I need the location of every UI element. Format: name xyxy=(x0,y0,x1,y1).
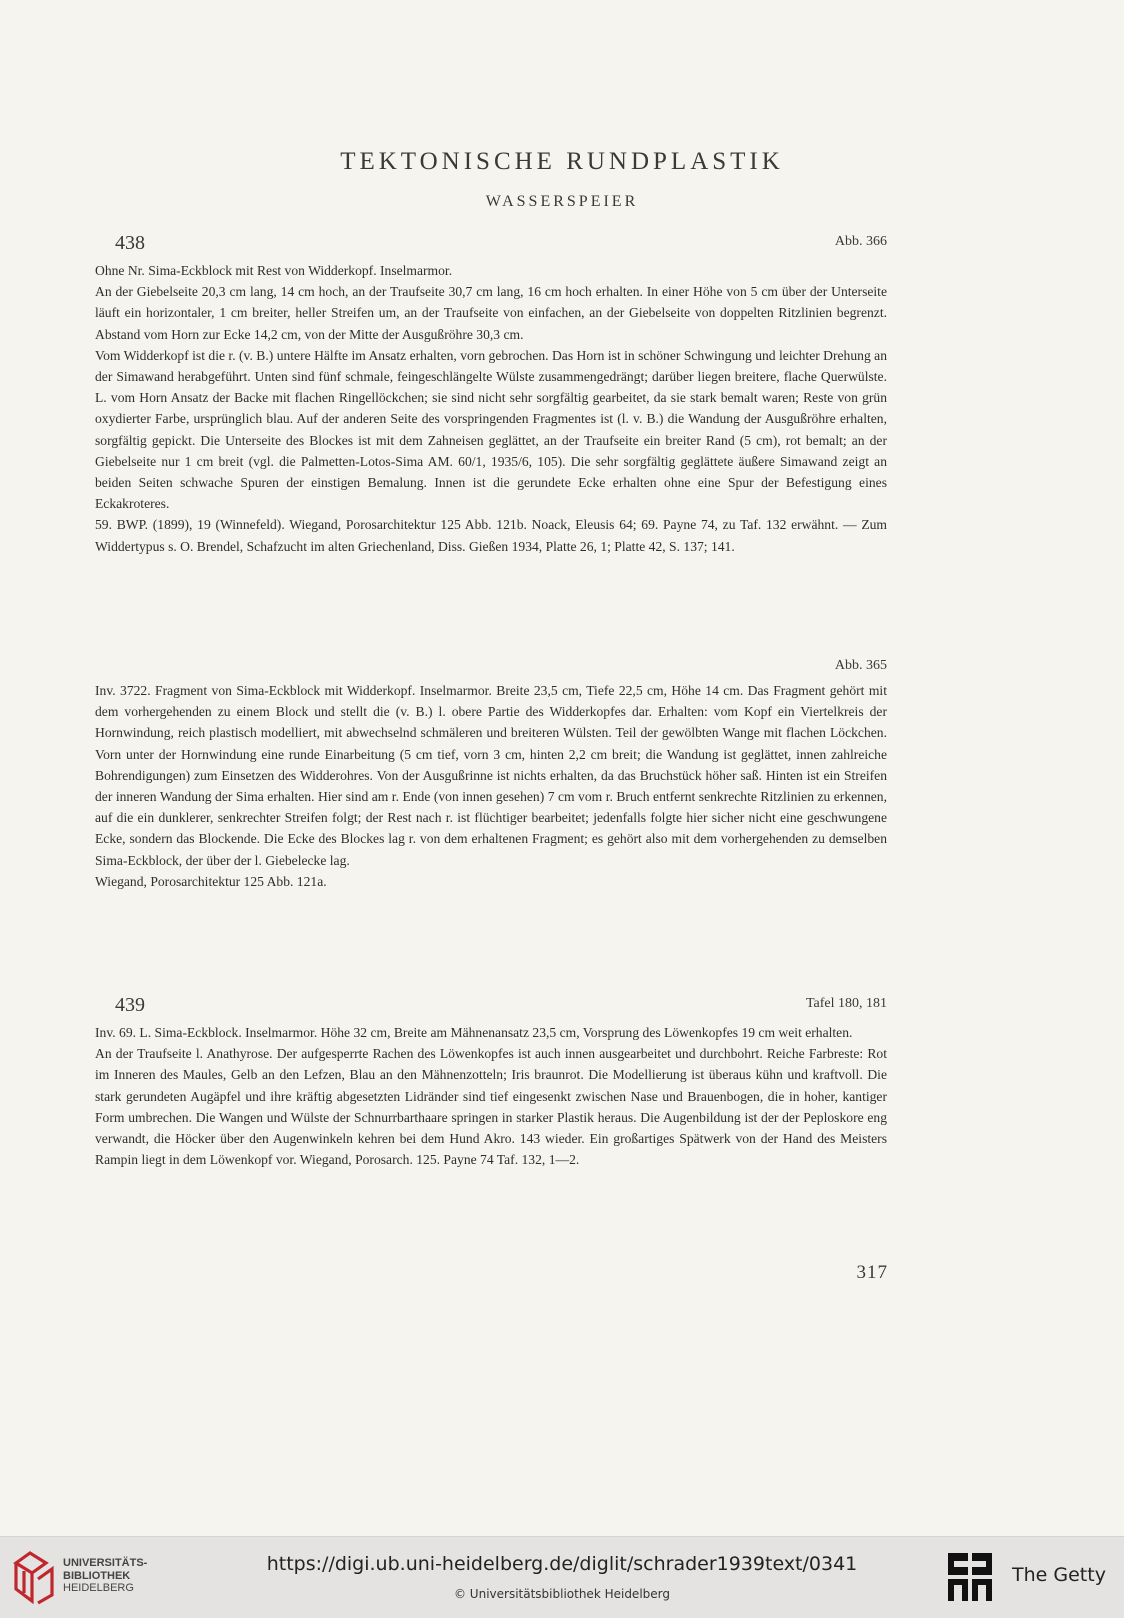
getty-label[interactable]: The Getty xyxy=(1012,1564,1106,1586)
entry-438-heading xyxy=(95,232,887,256)
page-number: 317 xyxy=(856,1262,888,1283)
entry-number: 439 xyxy=(115,994,145,1016)
paragraph: An der Giebelseite 20,3 cm lang, 14 cm hoch, an der Traufseite 30,7 cm lang, 16 cm hoch erhalten. In einer Höhe von 5 cm über der Unterseite läuft ein horizontaler, 1 cm breiter, heller Streifen um, an der Traufseite von einfachen, an der Giebelseite von doppelten Ritzlinien begrenzt. Abstand vom Horn zur Ecke 14,2 cm, von der Mitte der Ausgußröhre 30,3 cm. xyxy=(95,284,887,342)
entry-438-text xyxy=(95,260,887,557)
figure-reference: Abb. 365 xyxy=(834,658,887,673)
fragment-text xyxy=(95,680,887,892)
section-subtitle: WASSERSPEIER xyxy=(485,193,639,210)
entry-439-text xyxy=(95,1022,887,1170)
library-name-line: UNIVERSITÄTS- xyxy=(63,1557,148,1569)
paragraph: An der Traufseite l. Anathyrose. Der aufgesperrte Rachen des Löwenkopfes ist auch innen ausgearbeitet und durchbohrt. Reiche Farbreste: Rot im Inneren des Maules, Gelb an den Lefzen, Blau an den Mähnenzotteln; Iris braunrot. Die Modellierung ist überaus kühn und kraftvoll. Die stark gerundeten Augäpfel und ihre kräftig abgesetzten Lidränder sind tief eingesenkt zwischen Nase und Brauenbogen, die in hoher, kantiger Form umbrechen. Die Wangen und Wülste der Schnurrbarthaare springen in starker Plastik heraus. Die Augenbildung ist der der Peploskore eng verwandt, die Höcker über den Augenwinkeln kehren bei dem Hund Akro. 143 wieder. Ein großartiges Spätwerk von der Hand des Meisters Rampin liegt in dem Löwenkopf vor. Wiegand, Porosarch. 125. Payne 74 Taf. 132, 1—2. xyxy=(95,1046,887,1168)
figure-reference: Abb. 366 xyxy=(834,234,887,249)
fragment-heading xyxy=(95,656,887,680)
bibliography: 59. BWP. (1899), 19 (Winnefeld). Wiegand, Porosarchitektur 125 Abb. 121b. Noack, Eleusis 64; 69. Payne 74, zu Taf. 132 erwähnt. — Zum Widdertypus s. O. Brendel, Schafzucht im alten Griechenland, Diss. Gießen 1934, Platte 26, 1; Platte 42, S. 137; 141. xyxy=(95,517,887,554)
paragraph: Inv. 3722. Fragment von Sima-Eckblock mit Widderkopf. Inselmarmor. Breite 23,5 cm, Tiefe 22,5 cm, Höhe 14 cm. Das Fragment gehört mit dem vorhergehenden zu einem Block und stellt die (v. B.) l. obere Partie des Widderkopfes dar. Erhalten: vom Kopf ein Viertelkreis der Hornwindung, reich plastisch modelliert, mit abwechselnd schmäleren und breiteren Wülsten. Teil der gewölbten Wange mit flachen Löckchen. Vorn unter der Hornwindung eine runde Einarbeitung (5 cm tief, vorn 3 cm, hinten 2,2 cm breit; die Wandung ist geglättet, innen zahlreiche Bohrendigungen) zum Einsetzen des Widderohres. Von der Ausgußrinne ist nichts erhalten, da das Bruchstück höher saß. Hinten ist ein Streifen der inneren Wandung der Sima erhalten. Hier sind am r. Ende (von innen gesehen) 7 cm vom r. Bruch entfernt senkrechte Ritzlinien zu erkennen, auf die ein dunklerer, senkrechter Streifen folgt; der Rest nach r. ist flüchtiger bearbeitet; jedenfalls folgte hier sicher nicht eine geschwungene Ecke, sondern das Blockende. Die Ecke des Blockes lag r. von dem erhaltenen Fragment; es gehört also mit dem vorhergehenden zu demselben Sima-Eckblock, der über der l. Giebelecke lag. xyxy=(95,683,887,868)
plate-reference: Tafel 180, 181 xyxy=(805,996,887,1011)
entry-439-heading xyxy=(95,994,887,1018)
getty-logo-icon[interactable] xyxy=(946,1551,994,1603)
document-url-link[interactable]: https://digi.ub.uni-heidelberg.de/diglit/schrader1939text/0341 xyxy=(266,1553,858,1575)
paragraph: Ohne Nr. Sima-Eckblock mit Rest von Widderkopf. Inselmarmor. xyxy=(95,263,453,278)
library-name-line: BIBLIOTHEK xyxy=(63,1569,131,1582)
library-name-line: HEIDELBERG xyxy=(63,1582,134,1594)
copyright-text: © Universitätsbibliothek Heidelberg xyxy=(453,1587,670,1601)
viewer-footer xyxy=(0,1536,1124,1618)
section-title: TEKTONISCHE RUNDPLASTIK xyxy=(340,148,784,175)
bibliography: Wiegand, Porosarchitektur 125 Abb. 121a. xyxy=(95,873,327,889)
paragraph: Vom Widderkopf ist die r. (v. B.) untere Hälfte im Ansatz erhalten, vorn gebrochen. Das Horn ist in schöner Schwingung und leichter Drehung an der Simawand herabgeführt. Unten sind fünf schmale, feingeschlängelte Wülste zusammengedrängt; darüber liegen breitere, flache Querwülste. L. vom Horn Ansatz der Backe mit flachen Ringellöckchen; sie sind nicht sehr sorgfältig gearbeitet, da sie stark bemalt waren; Reste von grün oxydierter Farbe, ursprünglich blau. Auf der anderen Seite des vorspringenden Fragmentes ist (l. v. B.) die Wandung der Ausgußröhre erhalten, sorgfältig gepickt. Die Unterseite des Blockes ist mit dem Zahneisen geglättet, an der Traufseite ein breiter Rand (5 cm), rot bemalt; an der Giebelseite nur 1 cm breit (vgl. die Palmetten-Lotos-Sima AM. 60/1, 1935/6, 105). Die sehr sorgfältig geglättete äußere Simawand zeigt an beiden Seiten schwache Spuren der einstigen Bemalung. Innen ist die gerundete Ecke erhalten ohne eine Spur der Befestigung eines Eckakroteres. xyxy=(95,347,887,512)
paragraph: Inv. 69. L. Sima-Eckblock. Inselmarmor. Höhe 32 cm, Breite am Mähnenansatz 23,5 cm, Vorsprung des Löwenkopfes 19 cm weit erhalten. xyxy=(95,1025,853,1040)
entry-number: 438 xyxy=(115,232,145,254)
